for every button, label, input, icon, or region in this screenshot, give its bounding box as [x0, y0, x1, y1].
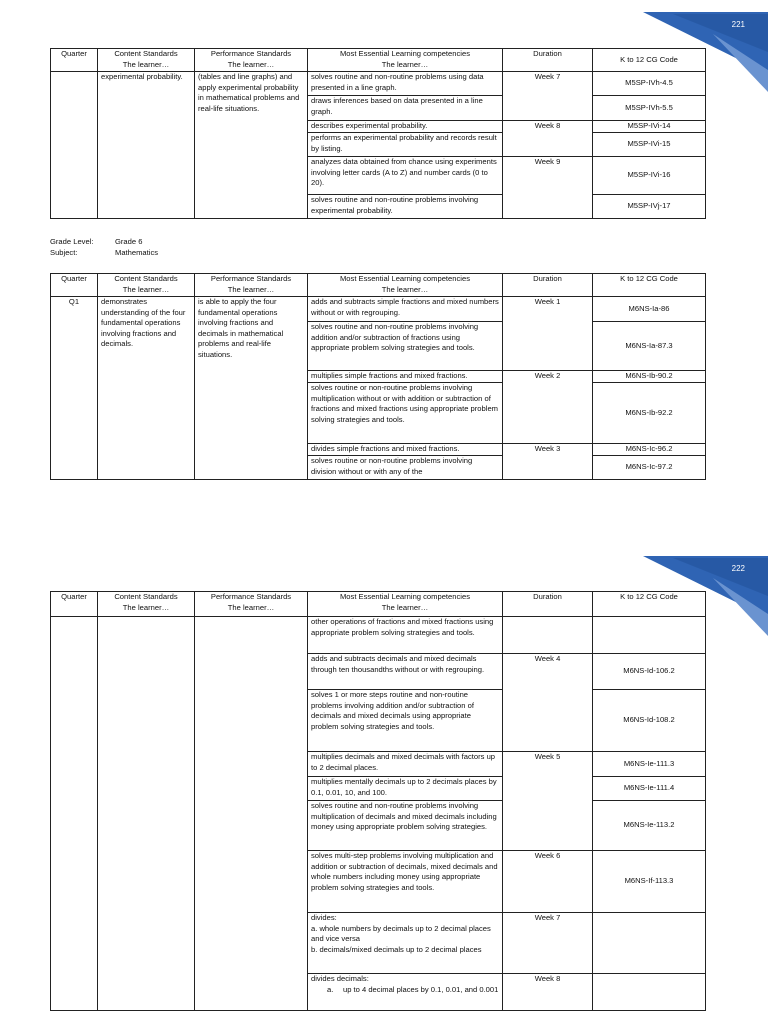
- duration: Week 7: [503, 913, 593, 974]
- duration: Week 8: [503, 974, 593, 1011]
- competency-item: [311, 985, 499, 996]
- page-222: [0, 549, 768, 1024]
- duration: Week 8: [503, 121, 593, 157]
- competency: draws inferences based on data presented in a line graph.: [308, 96, 503, 121]
- cg-code: M5SP-IVi-14: [593, 121, 706, 133]
- competency: multiplies decimals and mixed decimals with factors up to 2 decimal places.: [308, 752, 503, 777]
- competency: multiplies simple fractions and mixed fractions.: [308, 371, 503, 383]
- header-code: K to 12 CG Code: [593, 592, 706, 617]
- duration: Week 2: [503, 371, 593, 444]
- competency: [308, 913, 503, 974]
- cg-code: M6NS-Id-106.2: [593, 654, 706, 690]
- competency-title: divides:: [311, 913, 337, 922]
- table-header-row: [51, 592, 706, 617]
- competency: solves 1 or more steps routine and non-routine problems involving addition and/or subtraction of decimals and mixed decimals using appropriate problem solving strategies and tools.: [308, 690, 503, 752]
- table-header-row: [51, 274, 706, 297]
- table-row: [51, 72, 706, 96]
- header-quarter: Quarter: [51, 592, 98, 617]
- performance-standard: is able to apply the four fundamental operations involving fractions and decimals in mathematical problems and real-life situations.: [195, 297, 308, 480]
- cg-code: M6NS-If-113.3: [593, 851, 706, 913]
- table-header-row: [51, 49, 706, 72]
- header-content: Content Standards The learner…: [98, 49, 195, 72]
- duration: Week 9: [503, 157, 593, 219]
- duration: Week 6: [503, 851, 593, 913]
- cg-code: M6NS-Ia-87.3: [593, 322, 706, 371]
- cg-code: M5SP-IVh-4.5: [593, 72, 706, 96]
- competency-title: divides decimals:: [311, 974, 369, 983]
- competency: solves routine and non-routine problems involving addition and/or subtraction of fractions using appropriate problem solving strategies and tools.: [308, 322, 503, 371]
- header-duration: Duration: [503, 274, 593, 297]
- header-competencies: Most Essential Learning competencies The learner…: [308, 592, 503, 617]
- header-content: Content Standards The learner…: [98, 592, 195, 617]
- cg-code: [593, 974, 706, 1011]
- grade5-table: [50, 48, 706, 219]
- header-code: K to 12 CG Code: [593, 49, 706, 72]
- duration: [503, 617, 593, 654]
- competency: solves routine and non-routine problems using data presented in a line graph.: [308, 72, 503, 96]
- subject-label: Subject:: [50, 248, 78, 257]
- quarter-cell: [51, 72, 98, 219]
- page-gap: [0, 512, 768, 549]
- content-standard: experimental probability.: [98, 72, 195, 219]
- competency: solves routine or non-routine problems involving multiplication without or with addition or subtraction of fractions and mixed fractions using appropriate problem solving strategies and tools.: [308, 383, 503, 444]
- header-competencies: Most Essential Learning competencies The learner…: [308, 49, 503, 72]
- header-performance: Performance Standards The learner…: [195, 49, 308, 72]
- cg-code: M6NS-Ie-113.2: [593, 801, 706, 851]
- competency-item-b: b. decimals/mixed decimals up to 2 decimal places: [311, 944, 482, 954]
- cg-code: [593, 617, 706, 654]
- header-content: Content Standards The learner…: [98, 274, 195, 297]
- duration: Week 1: [503, 297, 593, 371]
- cg-code: M6NS-Ie-111.4: [593, 777, 706, 801]
- competency: multiplies mentally decimals up to 2 decimals places by 0.1, 0.01, 10, and 100.: [308, 777, 503, 801]
- header-quarter: Quarter: [51, 274, 98, 297]
- header-duration: Duration: [503, 592, 593, 617]
- header-duration: Duration: [503, 49, 593, 72]
- duration: Week 3: [503, 444, 593, 480]
- duration: Week 7: [503, 72, 593, 121]
- page-number: 222: [731, 564, 745, 573]
- item-marker: a.: [327, 984, 334, 994]
- competency: solves routine and non-routine problems involving multiplication of decimals and mixed decimals including money using appropriate problem solving strategies.: [308, 801, 503, 851]
- header-performance: Performance Standards The learner…: [195, 274, 308, 297]
- duration: Week 5: [503, 752, 593, 851]
- performance-standard: (tables and line graphs) and apply experimental probability in mathematical problems and real-life situations.: [195, 72, 308, 219]
- content-standard: demonstrates understanding of the four fundamental operations involving fractions and decimals.: [98, 297, 195, 480]
- quarter-cell: Q1: [51, 297, 98, 480]
- competency: adds and subtracts simple fractions and mixed numbers without or with regrouping.: [308, 297, 503, 322]
- grade-level-value: Grade 6: [115, 237, 143, 246]
- competency: [308, 974, 503, 1011]
- cg-code: M6NS-Ia-86: [593, 297, 706, 322]
- competency-item-a: up to 4 decimal places by 0.1, 0.01, and 0.001: [343, 984, 499, 994]
- header-quarter: Quarter: [51, 49, 98, 72]
- cg-code: M6NS-Ib-90.2: [593, 371, 706, 383]
- page-number: 221: [731, 20, 745, 29]
- competency: solves routine or non-routine problems involving division without or with any of the: [308, 456, 503, 480]
- header-code: K to 12 CG Code: [593, 274, 706, 297]
- competency: solves multi-step problems involving multiplication and addition or subtraction of decimals, mixed decimals and whole numbers including money using appropriate problem solving strategies and tools.: [308, 851, 503, 913]
- cg-code: M6NS-Ib-92.2: [593, 383, 706, 444]
- cg-code: M5SP-IVj-17: [593, 195, 706, 219]
- competency: solves routine and non-routine problems involving experimental probability.: [308, 195, 503, 219]
- cg-code: [593, 913, 706, 974]
- quarter-cell: [51, 617, 98, 1011]
- competency: adds and subtracts decimals and mixed decimals through ten thousandths without or with regrouping.: [308, 654, 503, 690]
- performance-standard: [195, 617, 308, 1011]
- competency: other operations of fractions and mixed fractions using appropriate problem solving strategies and tools.: [308, 617, 503, 654]
- grade-level-label: Grade Level:: [50, 237, 94, 246]
- cg-code: M5SP-IVi-16: [593, 157, 706, 195]
- table-row: [51, 297, 706, 322]
- competency: divides simple fractions and mixed fractions.: [308, 444, 503, 456]
- cg-code: M5SP-IVi-15: [593, 133, 706, 157]
- competency: analyzes data obtained from chance using experiments involving letter cards (A to Z) and number cards (0 to 20).: [308, 157, 503, 195]
- cg-code: M6NS-Ic-96.2: [593, 444, 706, 456]
- duration: Week 4: [503, 654, 593, 752]
- header-performance: Performance Standards The learner…: [195, 592, 308, 617]
- competency-item-a: a. whole numbers by decimals up to 2 decimal places and vice versa: [311, 923, 491, 944]
- header-competencies: Most Essential Learning competencies The learner…: [308, 274, 503, 297]
- competency: performs an experimental probability and records result by listing.: [308, 133, 503, 157]
- cg-code: M6NS-Id-108.2: [593, 690, 706, 752]
- table-row: [51, 617, 706, 654]
- content-standard: [98, 617, 195, 1011]
- grade6-table-continued: [50, 591, 706, 1011]
- cg-code: M5SP-IVh-5.5: [593, 96, 706, 121]
- subject-value: Mathematics: [115, 248, 159, 257]
- cg-code: M6NS-Ic-97.2: [593, 456, 706, 480]
- competency: describes experimental probability.: [308, 121, 503, 133]
- cg-code: M6NS-Ie-111.3: [593, 752, 706, 777]
- grade-subject-block: [50, 236, 158, 258]
- grade6-table: [50, 273, 706, 480]
